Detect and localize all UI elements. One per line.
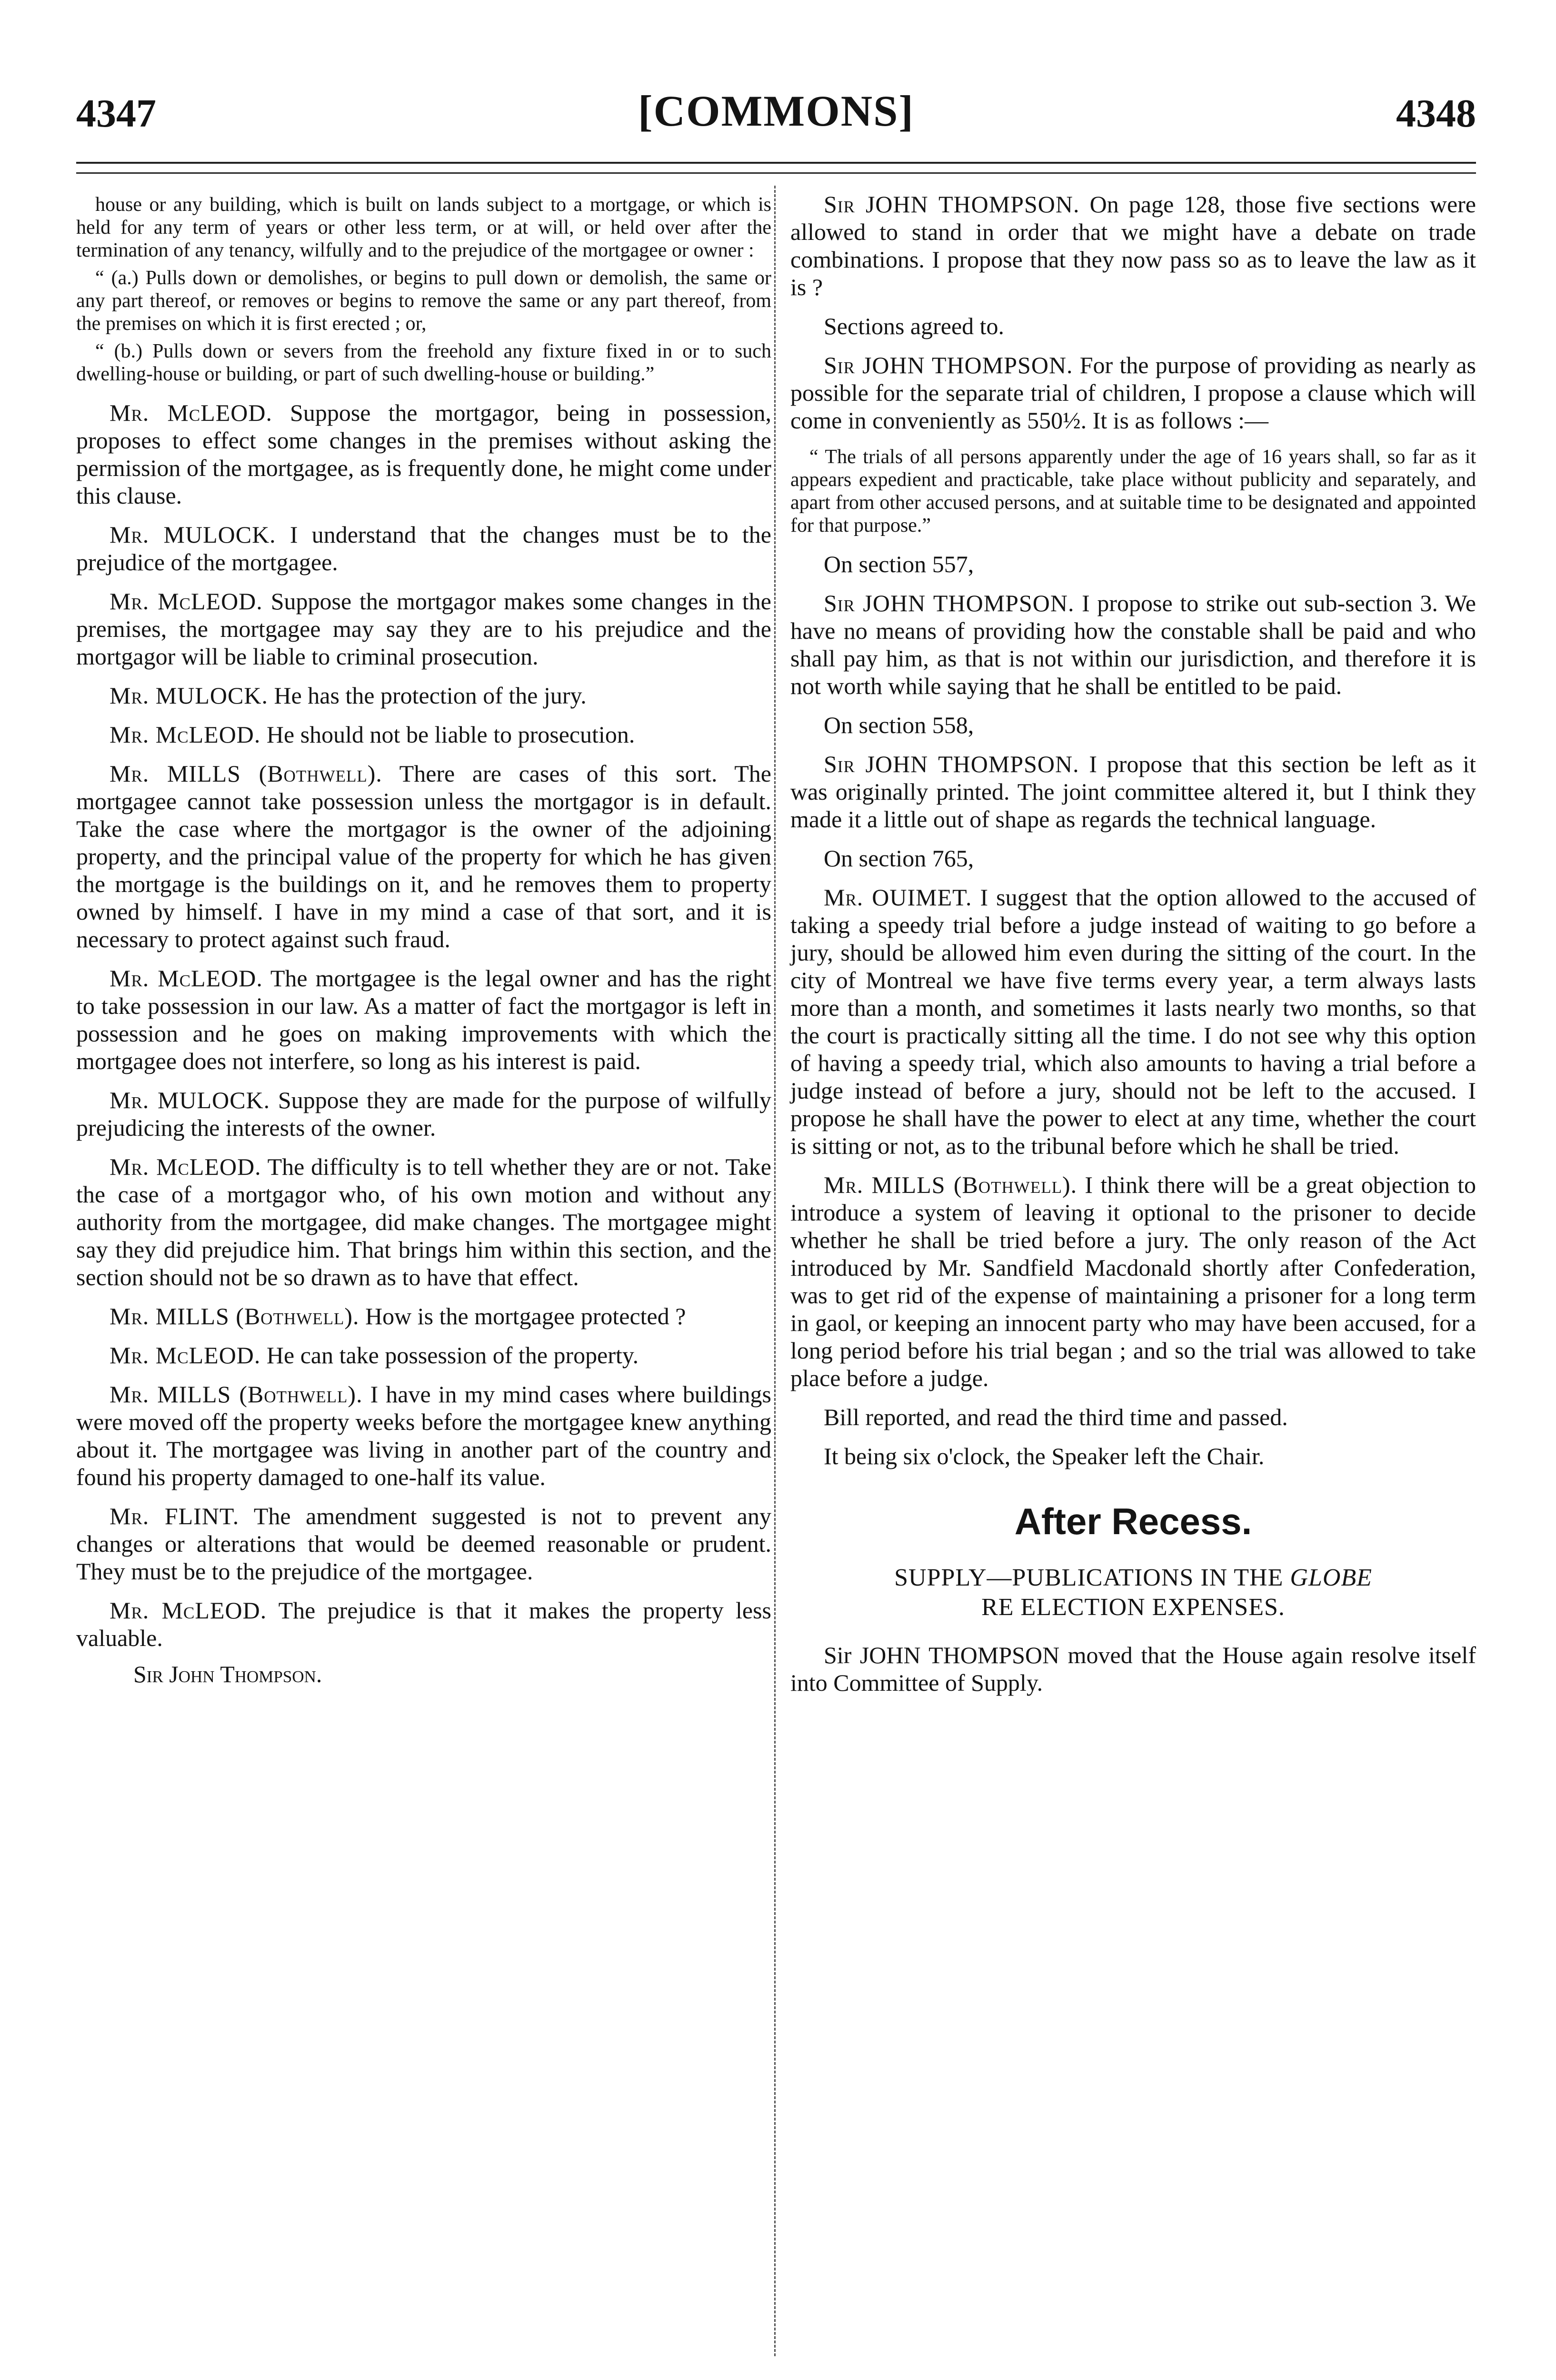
speech-text: There are cases of this sort. The mortgagee cannot take possession unless the mortgagor is in default. Take the case where the mortgagor is the owner of the adjoining property, and the principal value of the property for which he has given the mortgage is the buildings on it, and he removes them to property owned by himself. I have in my mind a case of that sort, and it is necessary to protect against such fraud. (76, 760, 771, 952)
speech-text: I propose to strike out sub-section 3. We have no means of providing how the constable shall be paid and who shall pay him, as that is not within our jurisdiction, and therefore it is not worth while saying that he shall be entitled to be paid. (790, 590, 1476, 699)
speech (76, 1341, 771, 1369)
speech-text: The prejudice is that it makes the property less valuable. (76, 1597, 771, 1651)
speaker: Mr. OUIMET. (824, 884, 972, 911)
quote-paragraph: “ (a.) Pulls down or demolishes, or begins to pull down or demolish, the same or any part thereof, or removes or begins to remove the same or any part thereof, from the premises on which it is first erected ; or, (76, 267, 771, 335)
header-rule (76, 162, 1476, 164)
speech-text: The mortgagee is the legal owner and has the right to take possession in our law. As a matter of fact the mortgagor is left in possession and he goes on making improvements with which the mortgagee does not interfere, so long as his interest is paid. (76, 965, 771, 1074)
quote-paragraph: house or any building, which is built on lands subject to a mortgage, or which is held for any term of years or other less term, or at will, or held over after the termination of any tenancy, wilfully and to the prejudice of the mortgagee or owner : (76, 194, 771, 261)
speech-text: I think there will be a great objection to introduce a system of leaving it optional to the prisoner to decide whether he shall be tried before a jury. The only reason of the Act introduced by Mr. Sandfield Macdonald shortly after Confederation, was to get rid of the expense of maintaining a prisoner for a long term in gaol, or keeping an innocent party who may have been accused, for a long period before his trial began ; and so the trial was allowed to take place before a judge. (790, 1171, 1476, 1391)
motion: Sir JOHN THOMPSON moved that the House again resolve itself into Committee of Supply. (790, 1642, 1476, 1696)
speech-text: The amendment suggested is not to prevent any changes or alterations that would be deemed reasonable or prudent. They must be to the prejudice of the mortgagee. (76, 1503, 771, 1585)
speaker: Mr. McLEOD. (110, 588, 263, 615)
section-note: On section 765, (824, 845, 974, 872)
speech-text: I propose that this section be left as it was originally printed. The joint committee altered it, but I think they made it a little out of shape as regards the technical language. (790, 751, 1476, 833)
clause-quote (790, 446, 1476, 537)
speech (790, 1171, 1476, 1392)
speech-text: He should not be liable to prosecution. (266, 721, 635, 748)
speech (76, 721, 771, 748)
speech-text: I suggest that the option allowed to the accused of taking a speedy trial before a judge instead of waiting to go before a jury, should be allowed him even during the sitting of the court. In the city of Montreal we have five terms every year, a term always lasts more than a month, and sometimes it lasts nearly two months, so that the court is practically sitting all the time. I do not see why this option of having a speedy trial, which also amounts to having a trial before a judge instead of before a jury, should not be left to the accused. I propose he shall have the power to elect at any time, whether the court is sitting or not, as to the tribunal before which he shall be tried. (790, 884, 1476, 1159)
quote-paragraph: “ (b.) Pulls down or severs from the freehold any fixture fixed in or to such dwelling-house or building, or part of such dwelling-house or building.” (76, 340, 771, 385)
right-page-number: 4348 (1396, 91, 1476, 136)
section-note: On section 558, (824, 712, 974, 738)
speaker: Sir JOHN THOMPSON. (824, 751, 1079, 777)
speaker: Mr. McLEOD. (110, 1153, 261, 1180)
speech (76, 1086, 771, 1141)
speaker: Mr. MULOCK. (110, 521, 276, 548)
speech-text: For the purpose of providing as nearly as possible for the separate trial of children, I propose a clause which will come in conveniently as 550½. It is as follows :— (790, 352, 1476, 434)
procedural-note: Bill reported, and read the third time and passed. (824, 1404, 1288, 1430)
speech (76, 587, 771, 670)
speaker: Mr. McLEOD. (110, 399, 272, 426)
speech-text: I have in my mind cases where buildings were moved off the property weeks before the mortgagee knew anything about it. The mortgagee was living in another part of the country and found his property damaged to one-half its value. (76, 1381, 772, 1490)
speech (76, 1597, 771, 1652)
speaker: Mr. MULOCK. (110, 1087, 270, 1113)
column-divider (774, 186, 776, 2356)
speaker: Mr. McLEOD. (110, 965, 263, 992)
quote-paragraph: “ The trials of all persons apparently under the age of 16 years shall, so far as it appears expedient and practicable, take place without publicity and separately, and apart from other accused persons, and at suitable time to be designated and appointed for that purpose.” (790, 446, 1476, 536)
speaker: Mr. McLEOD. (110, 721, 261, 748)
speech-text: How is the mortgagee protected ? (365, 1303, 686, 1329)
speech (76, 521, 771, 576)
speaker: Mr. FLINT. (110, 1503, 239, 1529)
section-heading: After Recess. (1014, 1500, 1252, 1542)
section-note: On section 557, (824, 551, 974, 577)
left-page-number: 4347 (76, 91, 156, 136)
speech (76, 682, 771, 709)
speech (790, 351, 1476, 434)
procedural-note: Sections agreed to. (824, 313, 1005, 339)
speech (76, 1302, 771, 1330)
speaker: Mr. McLEOD. (110, 1342, 261, 1368)
speaker: Mr. MILLS (Bothwell). (824, 1171, 1077, 1198)
speech-text: The difficulty is to tell whether they are or not. Take the case of a mortgagor who, of his own motion and without any authority from the mortgagee, did make changes. The mortgagee might say they did prejudice him. That brings him within this section, and the section should not be so drawn as to have that effect. (76, 1153, 771, 1290)
speech-text: Suppose the mortgagor makes some changes in the premises, the mortgagee may say they are to his prejudice and the mortgagor will be liable to criminal prosecution. (76, 588, 772, 670)
speech-text: I understand that the changes must be to the prejudice of the mortgagee. (76, 521, 772, 575)
speaker: Mr. MULOCK. (110, 682, 268, 709)
speech-text: On page 128, those five sections were allowed to stand in order that we might have a debate on trade combinations. I propose that they now pass so as to leave the law as it is ? (790, 191, 1476, 300)
speech (790, 883, 1476, 1160)
statute-quote (76, 193, 771, 386)
speaker: Sir JOHN THOMPSON. (824, 352, 1073, 378)
speech (790, 190, 1476, 301)
subheading (790, 1563, 1476, 1622)
speaker: Sir JOHN THOMPSON. (824, 191, 1080, 218)
speaker: Mr. MILLS (Bothwell). (110, 760, 382, 787)
page-header (76, 71, 1476, 148)
speech-text: Suppose they are made for the purpose of wilfully prejudicing the interests of the owner. (76, 1087, 772, 1141)
speaker: Sir John Thompson. (133, 1661, 322, 1687)
subheading-text-2: RE ELECTION EXPENSES. (981, 1594, 1285, 1621)
right-column (790, 190, 1476, 1708)
speaker: Mr. McLEOD. (110, 1597, 267, 1624)
speech-text: He has the protection of the jury. (274, 682, 587, 709)
speech (76, 1380, 771, 1491)
speech (76, 399, 771, 509)
speech (76, 1153, 771, 1291)
subheading-globe: GLOBE (1290, 1564, 1372, 1591)
header-rule-thin (76, 172, 1476, 174)
speaker: Mr. MILLS (Bothwell). (110, 1381, 363, 1408)
speaker: Mr. MILLS (Bothwell). (110, 1303, 359, 1329)
speech-text: Suppose the mortgagor, being in possession, proposes to effect some changes in the premises without asking the permission of the mortgagee, as is frequently done, he might come under this clause. (76, 399, 772, 509)
speech (790, 750, 1476, 833)
speech (76, 964, 771, 1075)
subheading-text: SUPPLY—PUBLICATIONS IN THE (894, 1564, 1284, 1591)
procedural-note: It being six o'clock, the Speaker left the Chair. (824, 1443, 1265, 1469)
speaker: Sir JOHN THOMPSON. (824, 590, 1075, 616)
page-title: [COMMONS] (638, 87, 915, 135)
left-column (76, 190, 771, 1688)
speech (790, 589, 1476, 700)
speech (76, 1502, 771, 1585)
speech-text: He can take possession of the property. (266, 1342, 639, 1368)
speech (76, 760, 771, 953)
